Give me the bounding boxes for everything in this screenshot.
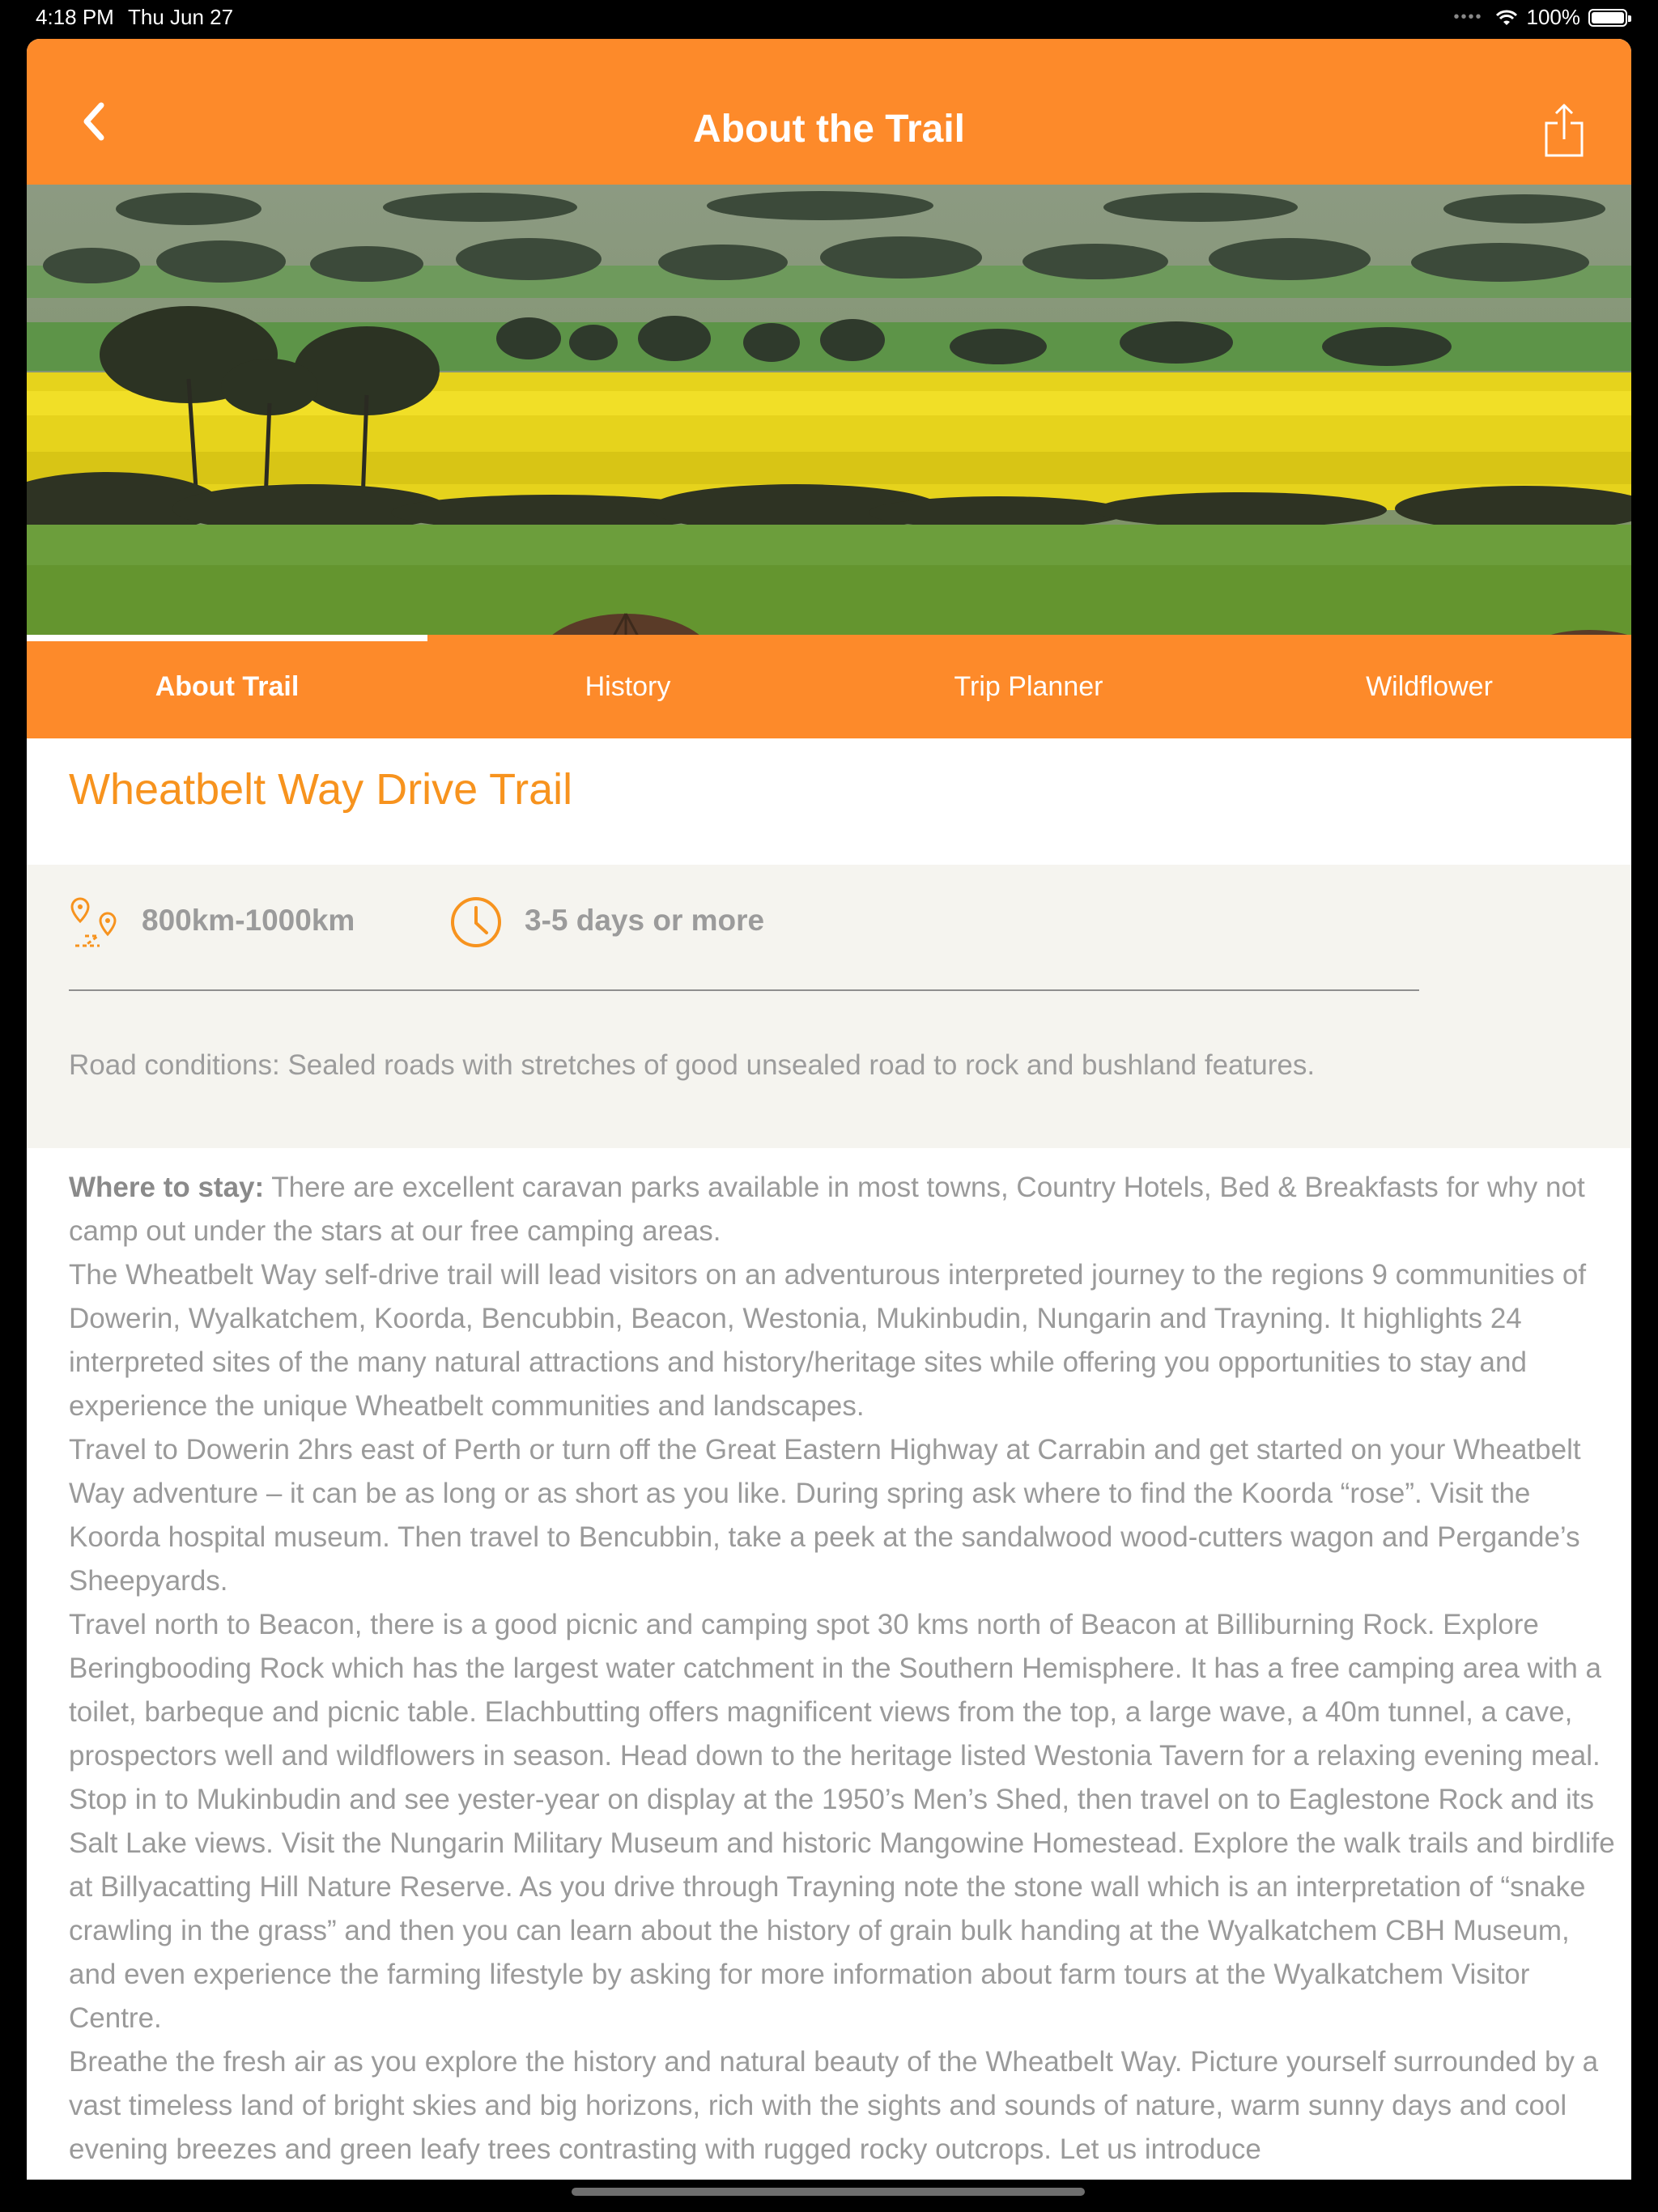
- where-to-stay-paragraph: [69, 1166, 1623, 1253]
- road-conditions: Road conditions: Sealed roads with stretches of good unsealed road to rock and bushland features.: [69, 1049, 1316, 1081]
- nav-bar: [27, 39, 1631, 185]
- info-divider: [69, 989, 1419, 991]
- battery-percent: 100%: [1526, 5, 1580, 29]
- trail-title: Wheatbelt Way Drive Trail: [69, 765, 573, 814]
- trail-distance: 800km-1000km: [142, 904, 355, 937]
- trail-info-panel: [27, 865, 1631, 1148]
- clock-icon: [449, 895, 503, 949]
- route-pins-icon: [67, 895, 121, 949]
- section-tabs: [27, 635, 1631, 738]
- battery-icon: [1588, 9, 1627, 27]
- description-paragraph: Breathe the fresh air as you explore the history and natural beauty of the Wheatbelt Way. Picture yourself surrounded by a vast timeless land of bright skies and big horizons, rich with the sights and sounds of nature, warm sunny days and cool evening breezes and green leafy trees contrasting with rugged rocky outcrops. Let us introduce: [69, 2046, 1599, 2165]
- where-to-stay-label: Where to stay:: [69, 1172, 265, 1203]
- app-sheet: [27, 39, 1631, 2180]
- status-time: 4:18 PM: [36, 5, 114, 29]
- where-to-stay-text: There are excellent caravan parks available in most towns, Country Hotels, Bed & Breakfasts for why not camp out under the stars at our free camping areas.: [69, 1172, 1585, 1247]
- tab-trip-planner[interactable]: Trip Planner: [954, 670, 1103, 702]
- trail-description: [69, 1166, 1623, 2172]
- page-title: About the Trail: [693, 108, 965, 151]
- status-right: [1453, 5, 1627, 30]
- status-bar: [0, 0, 1658, 39]
- description-paragraph: The Wheatbelt Way self-drive trail will lead visitors on an adventurous interpreted journey to the regions 9 communities of Dowerin, Wyalkatchem, Koorda, Bencubbin, Beacon, Westonia, Mukinbudin, Nungarin and Trayning. It highlights 24 interpreted sites of the many natural attractions and history/heritage sites while offering you opportunities to stay and experience the unique Wheatbelt communities and landscapes.: [69, 1259, 1587, 1422]
- signal-dots-icon: ••••: [1453, 8, 1483, 26]
- share-icon[interactable]: [1541, 102, 1587, 159]
- wifi-icon: [1494, 9, 1519, 27]
- description-paragraph: Stop in to Mukinbudin and see yester-year on display at the 1950’s Men’s Shed, then travel on to Eaglestone Rock and its Salt Lake views. Visit the Nungarin Military Museum and historic Mangowine Homestead. Explore the walk trails and birdlife at Billyacatting Hill Nature Reserve. As you drive through Trayning note the stone wall which is an interpretation of “snake crawling in the grass” and then you can learn about the history of grain bulk handing at the Wyalkatchem CBH Museum, and even experience the farming lifestyle by asking for more information about farm tours at the Wyalkatchem Visitor Centre.: [69, 1784, 1615, 2034]
- tab-about-trail[interactable]: About Trail: [155, 670, 300, 702]
- description-paragraph: Travel to Dowerin 2hrs east of Perth or turn off the Great Eastern Highway at Carrabin and get started on your Wheatbelt Way adventure – it can be as long or as short as you like. During spring ask where to find the Koorda “rose”. Visit the Koorda hospital museum. Then travel to Bencubbin, take a peek at the sandalwood wood-cutters wagon and Pergande’s Sheepyards.: [69, 1434, 1581, 1597]
- home-indicator[interactable]: [572, 2188, 1085, 2196]
- description-paragraph: Travel north to Beacon, there is a good picnic and camping spot 30 kms north of Beacon at Billiburning Rock. Explore Beringbooding Rock which has the largest water catchment in the Southern Hemisphere. It has a free camping area with a toilet, barbeque and picnic table. Elachbutting offers magnificent views from the top, a large wave, a 40m tunnel, a cave, prospectors well and wildflowers in season. Head down to the heritage listed Westonia Tavern for a relaxing evening meal.: [69, 1609, 1601, 1772]
- trail-hero-image: [27, 185, 1631, 674]
- tab-history[interactable]: History: [585, 670, 671, 702]
- trail-duration: 3-5 days or more: [525, 904, 765, 937]
- tab-wildflower[interactable]: Wildflower: [1366, 670, 1493, 702]
- status-date: Thu Jun 27: [128, 5, 234, 29]
